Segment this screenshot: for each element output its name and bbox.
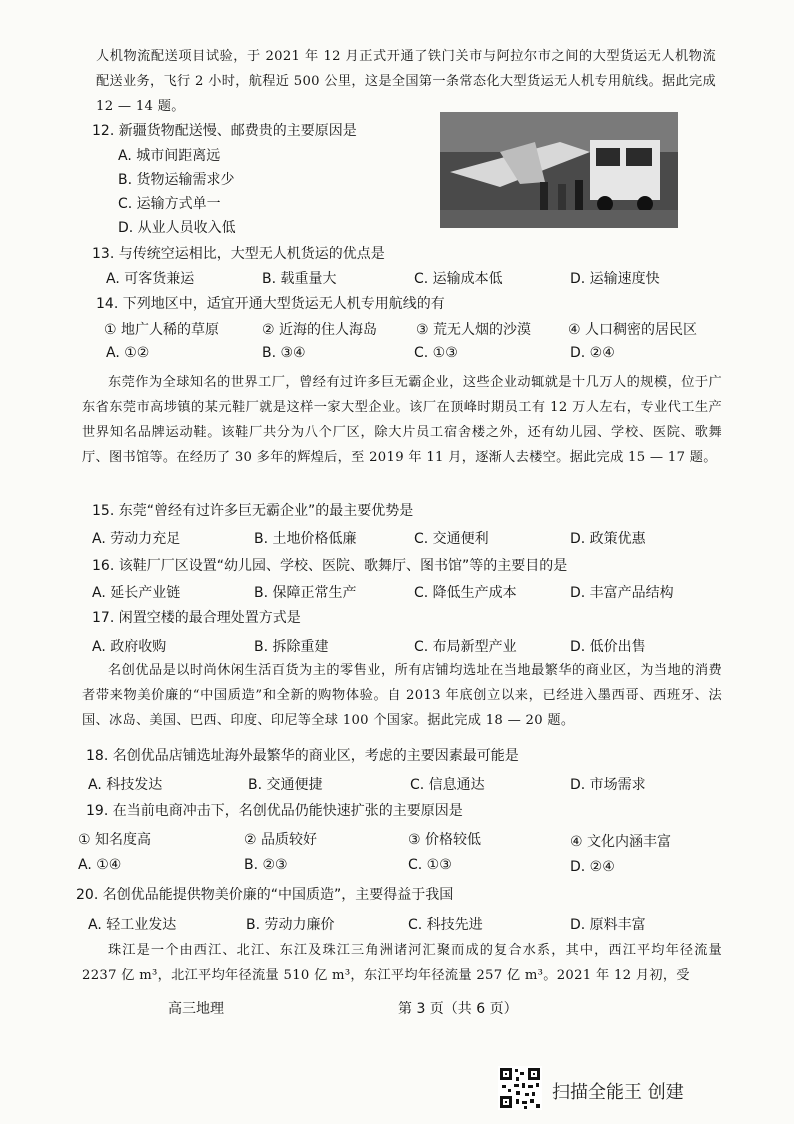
q19-statement-4: ④ 文化内涵丰富: [570, 834, 672, 850]
q19-statement-3: ③ 价格较低: [408, 832, 482, 848]
q12-option-b: B. 货物运输需求少: [118, 172, 235, 188]
q14-option-c: C. ①③: [414, 345, 458, 361]
question-16-stem: 16. 该鞋厂厂区设置“幼儿园、学校、医院、歌舞厅、图书馆”等的主要目的是: [92, 558, 568, 574]
q19-option-d: D. ②④: [570, 859, 615, 875]
q19-option-c: C. ①③: [408, 857, 452, 873]
passage-miniso: 名创优品是以时尚休闲生活百货为主的零售业，所有店铺均选址在当地最繁华的商业区，为当地的消费者带来物美价廉的“中国质造”和全新的购物体验。自 2013 年底创立以来，已经进入墨西哥、西班牙、法国、冰岛、美国、巴西、印度、印尼等全球 100 个国家。据此完成 18 — 20 题。: [82, 663, 722, 728]
q16-option-a: A. 延长产业链: [92, 585, 181, 601]
q15-option-b: B. 土地价格低廉: [254, 531, 357, 547]
question-13-stem: 13. 与传统空运相比，大型无人机货运的优点是: [92, 246, 385, 262]
q16-option-b: B. 保障正常生产: [254, 585, 357, 601]
q17-option-b: B. 拆除重建: [254, 639, 329, 655]
q20-option-b: B. 劳动力廉价: [246, 917, 335, 933]
question-18-stem: 18. 名创优品店铺选址海外最繁华的商业区，考虑的主要因素最可能是: [86, 748, 519, 764]
q14-option-b: B. ③④: [262, 345, 306, 361]
q18-option-c: C. 信息通达: [410, 777, 485, 793]
q13-option-b: B. 载重量大: [262, 271, 337, 287]
q20-option-a: A. 轻工业发达: [88, 917, 177, 933]
q13-option-c: C. 运输成本低: [414, 271, 503, 287]
q13-option-a: A. 可客货兼运: [106, 271, 195, 287]
passage-drone: 人机物流配送项目试验，于 2021 年 12 月正式开通了铁门关市与阿拉尔市之间的大型货运无人机物流配送业务，飞行 2 小时，航程近 500 公里，这是全国第一条常态化大型货运无人机专用航线。据此完成 12 — 14 题。: [96, 49, 716, 114]
q12-option-c: C. 运输方式单一: [118, 196, 221, 212]
q19-option-b: B. ②③: [244, 857, 288, 873]
q19-option-a: A. ①④: [78, 857, 122, 873]
q14-statement-4: ④ 人口稠密的居民区: [568, 322, 698, 338]
passage-dongguan: 东莞作为全球知名的世界工厂，曾经有过许多巨无霸企业，这些企业动辄就是十几万人的规模，位于广东省东莞市高埗镇的某元鞋厂就是这样一家大型企业。该厂在顶峰时期员工有 12 万人左右，专业代工生产世界知名品牌运动鞋。该鞋厂共分为八个厂区，除大片员工宿舍楼之外，还有幼儿园、学校、医院、歌舞厅、图书馆等。在经历了 30 多年的辉煌后，至 2019 年 11 月，逐渐人去楼空。据此完成 15 — 17 题。: [82, 375, 722, 465]
q15-option-d: D. 政策优惠: [570, 531, 646, 547]
q12-option-a: A. 城市间距离远: [118, 148, 221, 164]
q16-option-d: D. 丰富产品结构: [570, 585, 674, 601]
q13-option-d: D. 运输速度快: [570, 271, 660, 287]
q18-option-a: A. 科技发达: [88, 777, 163, 793]
question-15-stem: 15. 东莞“曾经有过许多巨无霸企业”的最主要优势是: [92, 503, 414, 519]
q14-option-d: D. ②④: [570, 345, 615, 361]
footer-subject: 高三地理: [168, 1001, 224, 1017]
question-17-stem: 17. 闲置空楼的最合理处置方式是: [92, 610, 301, 626]
q17-option-c: C. 布局新型产业: [414, 639, 517, 655]
q14-option-a: A. ①②: [106, 345, 150, 361]
q15-option-a: A. 劳动力充足: [92, 531, 181, 547]
q14-statement-1: ① 地广人稀的草原: [104, 322, 220, 338]
scanner-brand-label: 扫描全能王 创建: [552, 1082, 684, 1103]
q12-option-d: D. 从业人员收入低: [118, 220, 236, 236]
q19-statement-2: ② 品质较好: [244, 832, 318, 848]
q17-option-d: D. 低价出售: [570, 639, 646, 655]
question-20-stem: 20. 名创优品能提供物美价廉的“中国质造”，主要得益于我国: [76, 887, 454, 903]
q17-option-a: A. 政府收购: [92, 639, 167, 655]
q15-option-c: C. 交通便利: [414, 531, 489, 547]
q14-statement-3: ③ 荒无人烟的沙漠: [416, 322, 532, 338]
q19-statement-1: ① 知名度高: [78, 832, 152, 848]
question-19-stem: 19. 在当前电商冲击下，名创优品仍能快速扩张的主要原因是: [86, 803, 463, 819]
q18-option-d: D. 市场需求: [570, 777, 646, 793]
question-14-stem: 14. 下列地区中，适宜开通大型货运无人机专用航线的有: [96, 296, 445, 312]
qr-code-icon: [498, 1066, 542, 1110]
q14-statement-2: ② 近海的住人海岛: [262, 322, 378, 338]
q16-option-c: C. 降低生产成本: [414, 585, 517, 601]
q20-option-c: C. 科技先进: [408, 917, 483, 933]
cargo-drone-photo: [440, 112, 678, 228]
question-12-stem: 12. 新疆货物配送慢、邮费贵的主要原因是: [92, 123, 357, 139]
footer-page-number: 第 3 页（共 6 页）: [398, 1001, 518, 1017]
q20-option-d: D. 原料丰富: [570, 917, 646, 933]
passage-pearl-river: 珠江是一个由西江、北江、东江及珠江三角洲诸河汇聚而成的复合水系，其中，西江平均年径流量 2237 亿 m³，北江平均年径流量 510 亿 m³，东江平均年径流量 257 亿 m³。2021 年 12 月初，受: [82, 943, 722, 983]
q18-option-b: B. 交通便捷: [248, 777, 323, 793]
